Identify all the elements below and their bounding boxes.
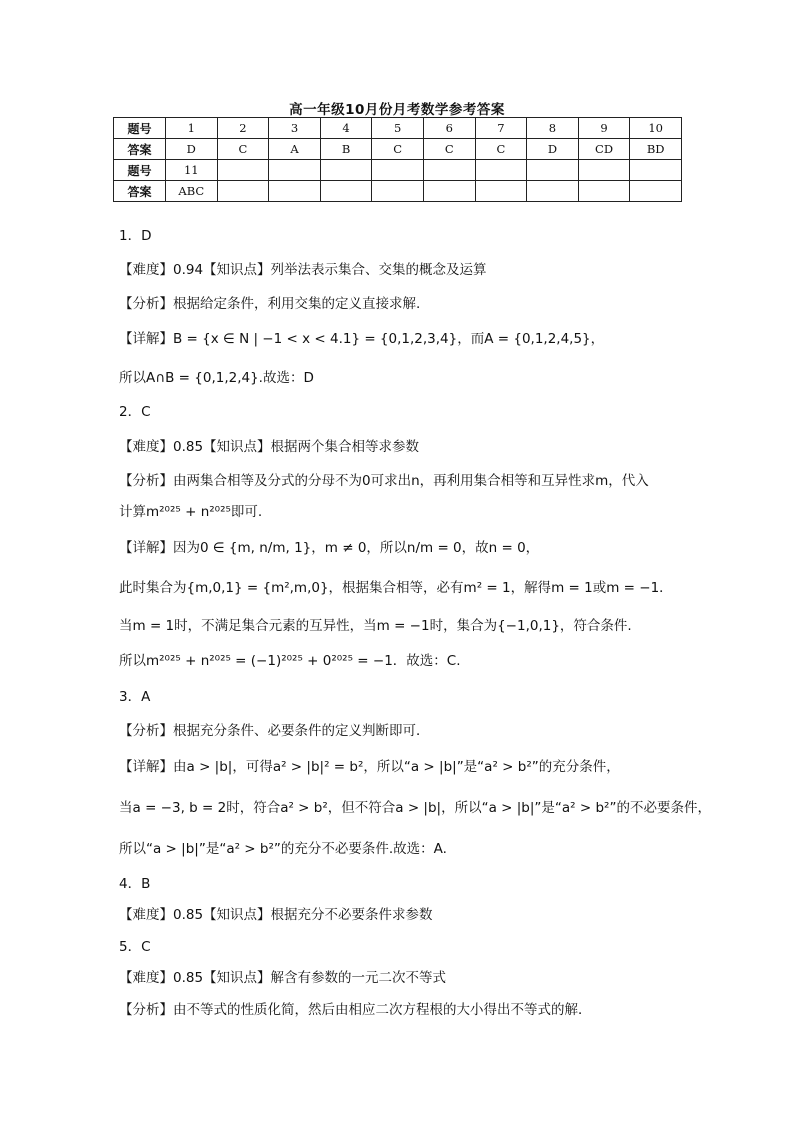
table-cell: [527, 160, 579, 181]
table-row: [114, 139, 682, 160]
row-label: 题号: [114, 160, 166, 181]
difficulty-line: 【难度】0.85【知识点】根据充分不必要条件求参数: [119, 907, 433, 923]
question-number: 3．A: [119, 689, 151, 705]
table-cell: D: [166, 139, 218, 160]
table-cell: C: [372, 139, 424, 160]
detail-line: 所以m²⁰²⁵ + n²⁰²⁵ = (−1)²⁰²⁵ + 0²⁰²⁵ = −1．故选：C.: [119, 653, 461, 669]
table-cell: [423, 160, 475, 181]
table-cell: BD: [630, 139, 682, 160]
table-cell: [372, 160, 424, 181]
table-cell: [630, 181, 682, 202]
analysis-line: 【分析】根据给定条件，利用交集的定义直接求解.: [119, 296, 421, 312]
analysis-line: 【分析】由两集合相等及分式的分母不为0可求出n，再利用集合相等和互异性求m，代入: [119, 473, 649, 489]
detail-line: 所以“a > |b|”是“a² > b²”的充分不必要条件.故选：A.: [119, 841, 447, 857]
table-cell: [578, 160, 630, 181]
detail-line: 当m = 1时，不满足集合元素的互异性，当m = −1时，集合为{−1,0,1}，符合条件.: [119, 618, 632, 634]
question-number: 2．C: [119, 404, 151, 420]
table-cell: 1: [166, 118, 218, 139]
row-label: 答案: [114, 139, 166, 160]
table-cell: 2: [217, 118, 269, 139]
table-cell: [475, 160, 527, 181]
table-cell: [320, 181, 372, 202]
table-cell: 11: [166, 160, 218, 181]
detail-line: 当a = −3, b = 2时，符合a² > b²，但不符合a > |b|，所以“a > |b|”是“a² > b²”的不必要条件，: [119, 800, 711, 816]
table-cell: 9: [578, 118, 630, 139]
analysis-line: 【分析】由不等式的性质化简，然后由相应二次方程根的大小得出不等式的解．: [119, 1002, 592, 1018]
table-cell: [269, 181, 321, 202]
table-cell: 6: [423, 118, 475, 139]
table-cell: 8: [527, 118, 579, 139]
difficulty-line: 【难度】0.94【知识点】列举法表示集合、交集的概念及运算: [119, 262, 487, 278]
question-number: 5．C: [119, 939, 151, 955]
table-cell: [527, 181, 579, 202]
table-cell: [372, 181, 424, 202]
question-number: 4．B: [119, 876, 151, 892]
table-cell: C: [423, 139, 475, 160]
table-row: [114, 160, 682, 181]
table-cell: [217, 160, 269, 181]
table-cell: C: [217, 139, 269, 160]
table-cell: 7: [475, 118, 527, 139]
detail-line: 此时集合为{m,0,1} = {m²,m,0}，根据集合相等，必有m² = 1，解得m = 1或m = −1．: [119, 580, 673, 596]
detail-line: 【详解】B = {x ∈ N | −1 < x < 4.1} = {0,1,2,3,4}，而A = {0,1,2,4,5}，: [119, 331, 605, 347]
table-cell: B: [320, 139, 372, 160]
table-cell: ABC: [166, 181, 218, 202]
analysis-line: 计算m²⁰²⁵ + n²⁰²⁵即可.: [119, 504, 263, 520]
table-cell: C: [475, 139, 527, 160]
table-cell: D: [527, 139, 579, 160]
question-number: 1．D: [119, 228, 152, 244]
table-cell: [217, 181, 269, 202]
table-cell: [578, 181, 630, 202]
difficulty-line: 【难度】0.85【知识点】根据两个集合相等求参数: [119, 439, 420, 455]
analysis-line: 【分析】根据充分条件、必要条件的定义判断即可．: [119, 723, 430, 739]
document-title: 高一年级10月份月考数学参考答案: [289, 102, 505, 118]
table-cell: [423, 181, 475, 202]
row-label: 题号: [114, 118, 166, 139]
answer-table: [113, 117, 682, 202]
table-cell: 10: [630, 118, 682, 139]
table-row: [114, 181, 682, 202]
row-label: 答案: [114, 181, 166, 202]
table-cell: 3: [269, 118, 321, 139]
table-cell: 5: [372, 118, 424, 139]
table-cell: [269, 160, 321, 181]
table-cell: [320, 160, 372, 181]
difficulty-line: 【难度】0.85【知识点】解含有参数的一元二次不等式: [119, 970, 447, 986]
table-cell: [630, 160, 682, 181]
table-cell: 4: [320, 118, 372, 139]
detail-line: 所以A∩B = {0,1,2,4}.故选：D: [119, 370, 314, 386]
table-row: [114, 118, 682, 139]
table-cell: [475, 181, 527, 202]
detail-line: 【详解】因为0 ∈ {m, n/m, 1}，m ≠ 0，所以n/m = 0，故n = 0，: [119, 540, 540, 556]
table-cell: A: [269, 139, 321, 160]
detail-line: 【详解】由a > |b|，可得a² > |b|² = b²，所以“a > |b|”是“a² > b²”的充分条件，: [119, 759, 620, 775]
table-cell: CD: [578, 139, 630, 160]
